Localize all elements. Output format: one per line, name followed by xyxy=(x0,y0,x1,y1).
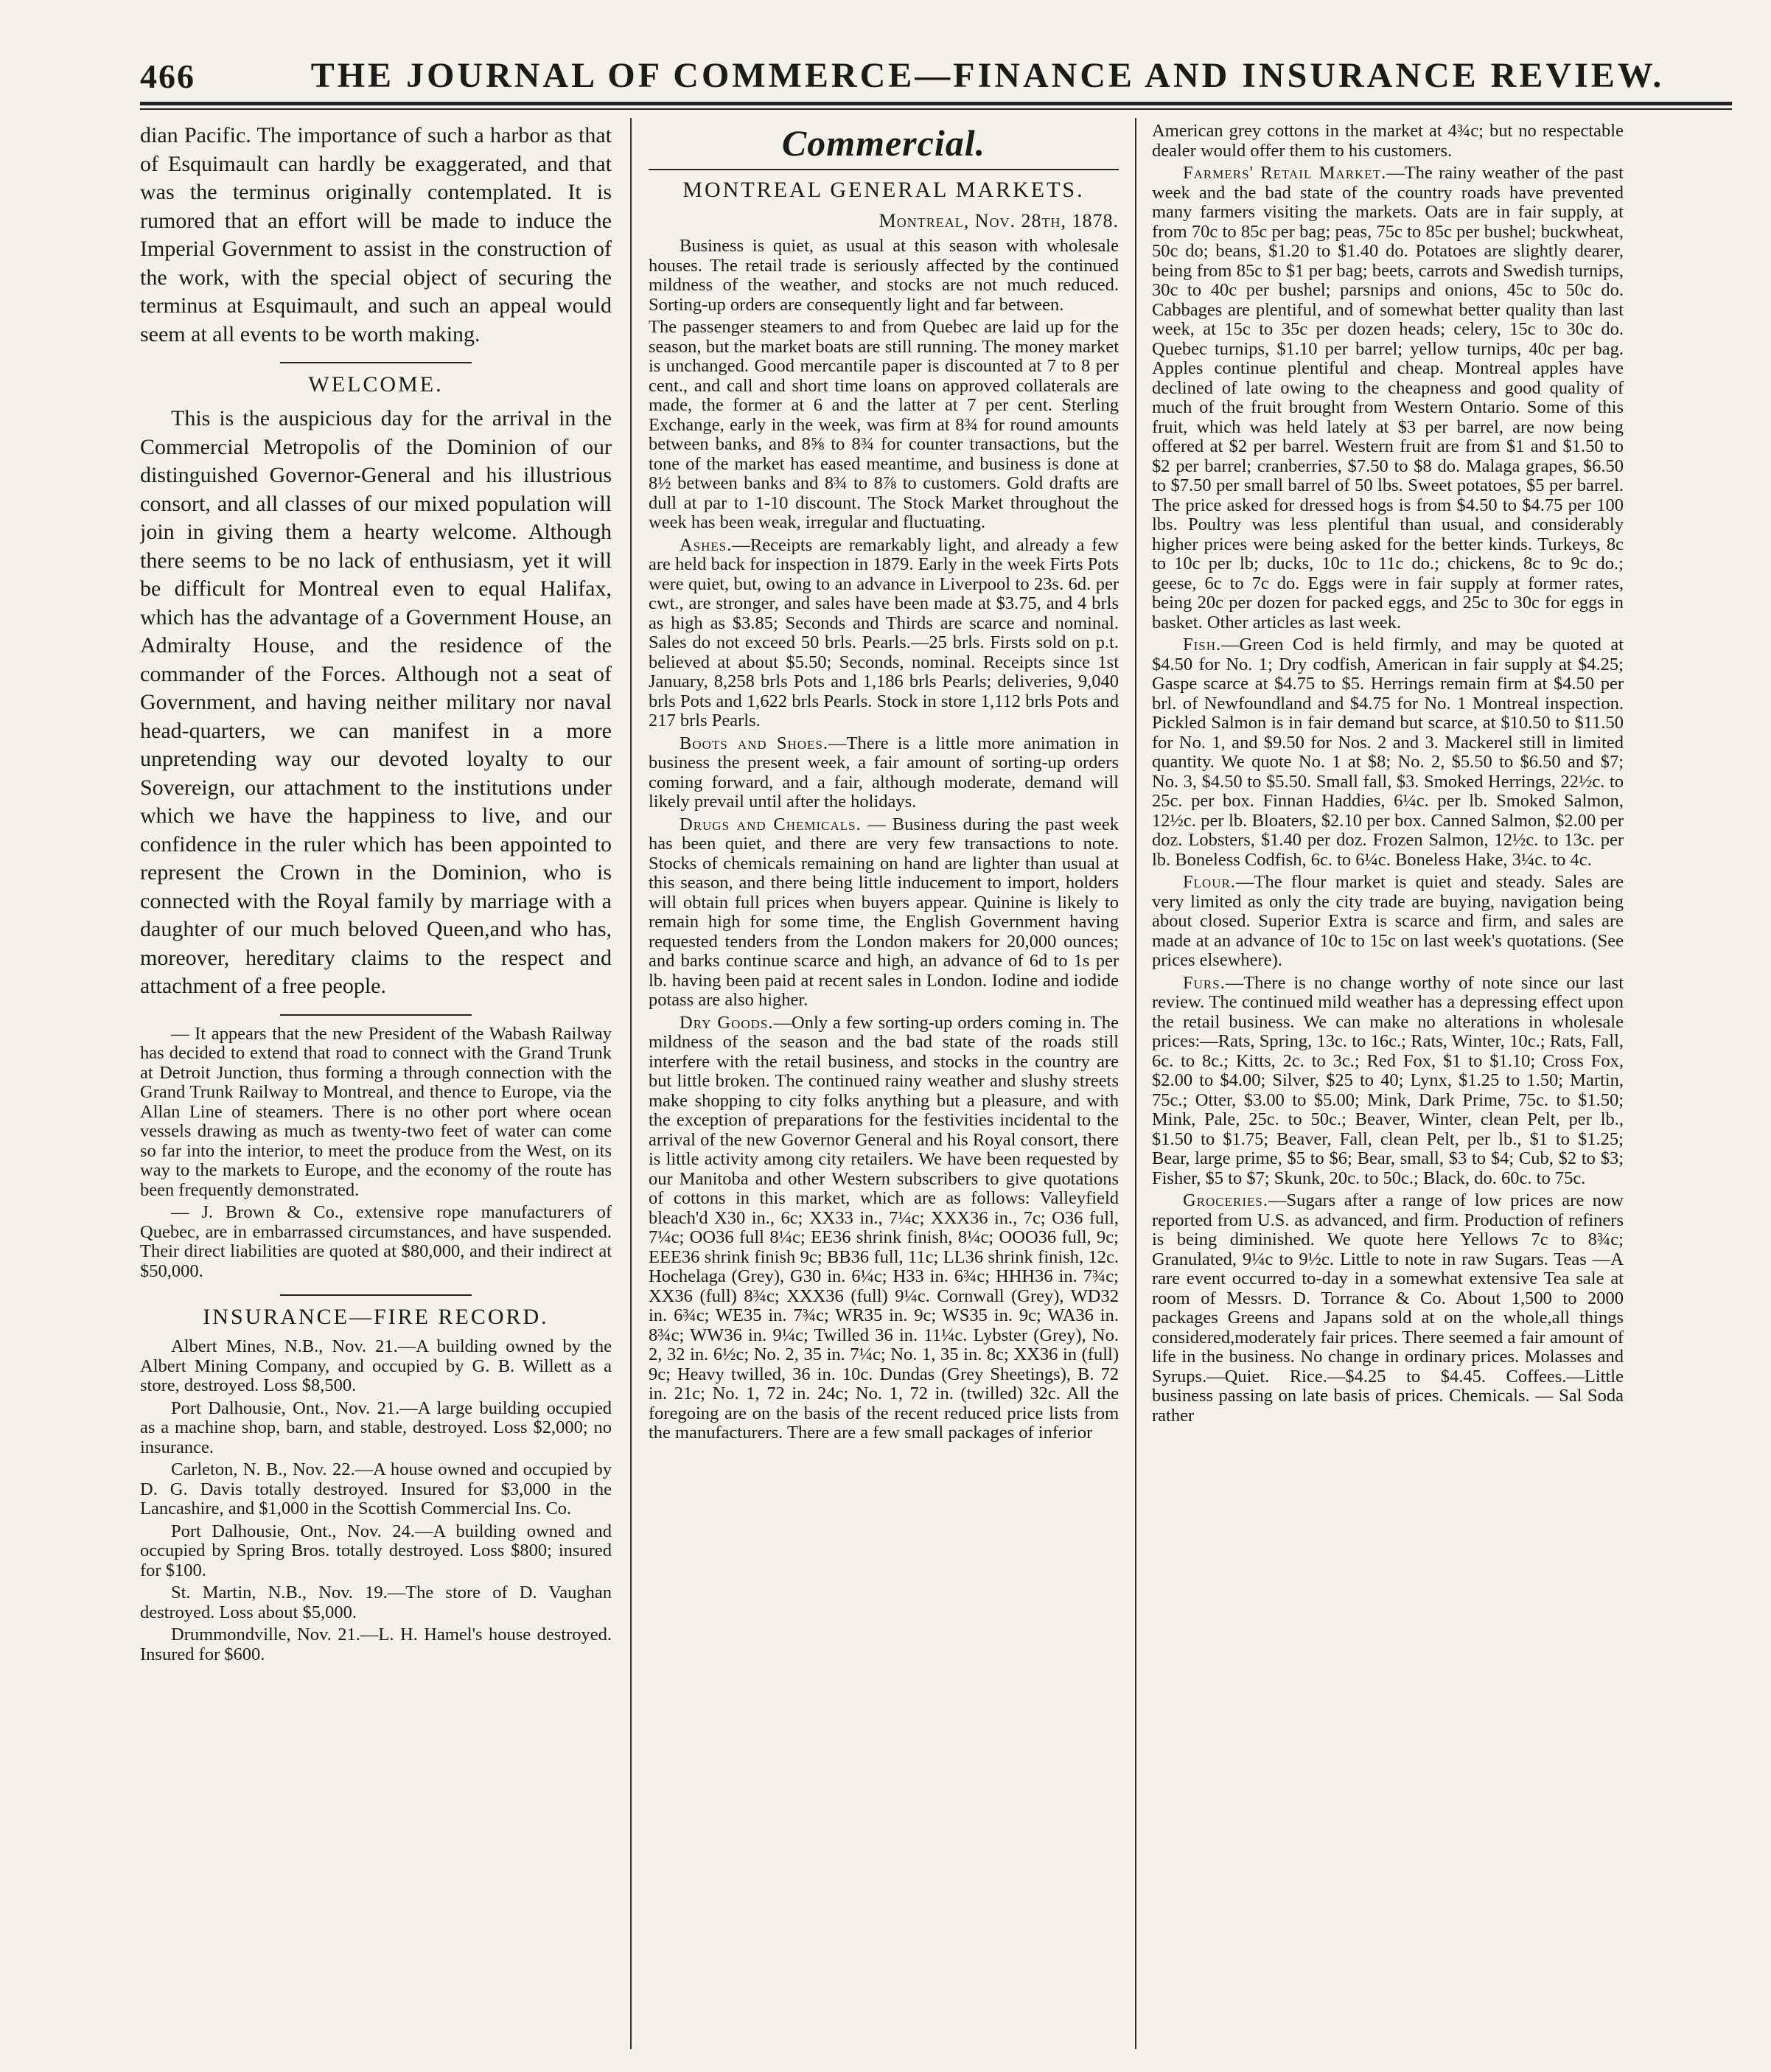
drugs-text: — Business during the past week has been quiet, and there are very few transactions to note. Stocks of chemicals remaining on hand are lighter than usual at this season, and there being little inducement to import, holders will obtain full prices when buyers appear. Quinine is likely to remain high for some time, the English Government having requested tenders from the London makers for 20,000 ounces; and barks continue scarce and high, an advance of 6d to 1s per lb. having been paid at recent sales in London. Iodine and iodide potass are also higher. xyxy=(649,814,1119,1010)
farmers-text: —The rainy weather of the past week and the bad state of the country roads have prevented many farmers visiting the markets. Oats are in fair supply, at from 70c to 85c per bag; peas, 75c to 85c per bushel; buckwheat, 50c do; beans, $1.20 to $1.40 do. Potatoes are slightly dearer, being from 85c to $1 per bag; beets, carrots and Swedish turnips, 30c to 40c per bushel; parsnips and onions, 45c to 50c do. Cabbages are plentiful, and of somewhat better quality than last week, at 15c to 35c per dozen heads; celery, 15c to 30c do. Quebec turnips, $1.10 per barrel; yellow turnips, 40c per bag. Apples continue plentiful and cheap. Montreal apples have declined of late owing to the cheapness and good quality of much of the fruit brought from Western Ontario. Some of this fruit, which was held lately at $3 per barrel, are now being offered at $2 per barrel. Western fruit are from $1 and $1.50 to $2 per barrel; cranberries, $7.50 to $8 do. Malaga grapes, $6.50 to $7.50 per small barrel of 50 lbs. Sweet potatoes, $5 per barrel. The price asked for dressed hogs is from $4.50 to $4.75 per 100 lbs. Poultry was less plentiful than usual, and considerably higher prices were being asked for the better kinds. Turkeys, 8c to 10c per lb; ducks, 10c to 11c do.; chickens, 8c to 9c do.; geese, 6c to 7c do. Eggs were in fair supply at former rates, being 20c per dozen for packed eggs, and 25c to 30c for eggs in basket. Other articles as last week. xyxy=(1152,163,1624,632)
markets-heading: MONTREAL GENERAL MARKETS. xyxy=(682,178,1085,202)
fire-item: St. Martin, N.B., Nov. 19.—The store of D. Vaughan destroyed. Loss about $5,000. xyxy=(140,1583,612,1622)
page-header xyxy=(140,38,1732,96)
fire-item: Port Dalhousie, Ont., Nov. 24.—A building owned and occupied by Spring Bros. totally destroyed. Loss $800; insured for $100. xyxy=(140,1521,612,1580)
groceries-text: —Sugars after a range of low prices are now reported from U.S. as advanced, and firm. Production of refiners is being diminished. We quote here Yellows 7c to 8¾c; Granulated, 9¼c to 9½c. Little to note in raw Sugars. Teas —A rare event occurred to-day in a somewhat extensive Tea sale at room of Messrs. D. Torrance & Co. About 1,500 to 2000 packages Greens and Japans sold at on the whole,all things considered,moderately fair prices. There seemed a fair amount of life in the business. No change in ordinary prices. Molasses and Syrups.—Quiet. Rice.—$4.25 to $4.45. Coffees.—Little business passing on late basis of prices. Chemicals. — Sal Soda rather xyxy=(1152,1190,1624,1426)
fire-item: Carleton, N. B., Nov. 22.—A house owned and occupied by D. G. Davis totally destroyed. Insured for $3,000 in the Lancashire, and $1,000 in the Scottish Commercial Ins. Co. xyxy=(140,1459,612,1518)
dateline: Montreal, Nov. 28th, 1878. xyxy=(878,210,1119,231)
boots-label: Boots and Shoes. xyxy=(680,733,828,753)
column-divider xyxy=(1135,118,1136,2049)
dry-goods-continuation: American grey cottons in the market at 4¾c; but no respectable dealer would offer them to his customers. xyxy=(1152,122,1624,161)
fire-record-heading: INSURANCE—FIRE RECORD. xyxy=(203,1305,549,1329)
fire-item: Port Dalhousie, Ont., Nov. 21.—A large building occupied as a machine shop, barn, and stable, destroyed. Loss $2,000; no insurance. xyxy=(140,1398,612,1457)
header-rule-thin xyxy=(140,108,1732,110)
farmers-label: Farmers' Retail Market. xyxy=(1183,163,1387,183)
section-rule xyxy=(280,362,472,363)
news-note-brown: — J. Brown & Co., extensive rope manufacturers of Quebec, are in embarrassed circumstances, and have suspended. Their direct liabilities are quoted at $80,000, and their indirect at $50,000. xyxy=(140,1202,612,1281)
flour-report xyxy=(1152,873,1624,971)
fire-item: Drummondville, Nov. 21.—L. H. Hamel's house destroyed. Insured for $600. xyxy=(140,1625,612,1664)
fire-item: Albert Mines, N.B., Nov. 21.—A building owned by the Albert Mining Company, and occupied by G. B. Willett as a store, destroyed. Loss $8,500. xyxy=(140,1336,612,1395)
column-right xyxy=(1152,122,1624,2045)
fish-report xyxy=(1152,635,1624,870)
section-rule xyxy=(280,1014,472,1016)
news-note-wabash: — It appears that the new President of the Wabash Railway has decided to extend that road to connect with the Grand Trunk at Detroit Junction, thus forming a through connection with the Grand Trunk Railway to Montreal, and thence to Europe, via the Allan Line of steamers. There is no other port where ocean vessels drawing as much as twenty-two feet of water can come so far into the interior, to meet the produce from the West, on its way to the markets to Europe, and the economy of the route has been frequently demonstrated. xyxy=(140,1023,612,1200)
column-middle xyxy=(649,122,1119,2045)
boots-report xyxy=(649,734,1119,812)
dry-goods-text: —Only a few sorting-up orders coming in. The mildness of the season and the bad state of the roads still interfere with the retail business, and stocks in the country are but little broken. The continued rainy weather and slushy streets make shopping to city folks anything but a pleasure, and with the exception of preparations for the festivities incidental to the arrival of the new Governor General and his Royal consort, there is little activity among city retailers. We have been requested by our Manitoba and other Western subscribers to give quotations of cottons in this market, which are as follows: Valleyfield bleach'd X30 in., 6c; XX33 in., 7¼c; XXX36 in., 7c; O36 full, 7¼c; OO36 full 8¼c; EE36 shrink finish, 8¼c; OOO36 full, 9c; EEE36 shrink finish 9c; BB36 full, 11c; LL36 shrink finish, 12c. Hochelaga (Grey), G30 in. 6¼c; H33 in. 6¾c; HHH36 in. 7¾c; XX36 (full) 8¾c; XXX36 (full) 9¼c. Cornwall (Grey), WD32 in. 6¾c; WE35 in. 7¾c; WR35 in. 9c; WS35 in. 9c; WA36 in. 8¾c; WW36 in. 9¼c; Twilled 36 in. 11¼c. Lybster (Grey), No. 2, 32 in. 6½c; No. 2, 35 in. 7¼c; No. 1, 35 in. 8c; XX36 in (full) 9c; Heavy twilled, 36 in. 10c. Dundas (Grey Sheetings), B. 72 in. 21c; No. 1, 72 in. 24c; No. 1, 72 in. (twilled) 32c. All the foregoing are on the basis of the recent reduced price lists from the manufacturers. There are a few small packages of inferior xyxy=(649,1012,1119,1443)
page-number: 466 xyxy=(140,57,195,95)
column-left xyxy=(140,122,612,2045)
section-rule xyxy=(649,169,1119,170)
farmers-report xyxy=(1152,164,1624,632)
flour-label: Flour. xyxy=(1183,872,1237,892)
fish-label: Fish. xyxy=(1183,635,1222,655)
flour-text: —The flour market is quiet and steady. Sales are very limited as only the city trade are buying, navigation being about closed. Superior Extra is scarce and firm, and sales are made at an advance of 10c to 15c on last week's quotations. (See prices elsewhere). xyxy=(1152,872,1624,970)
groceries-label: Groceries. xyxy=(1183,1190,1268,1210)
dry-goods-label: Dry Goods. xyxy=(680,1012,774,1033)
welcome-article: This is the auspicious day for the arrival in the Commercial Metropolis of the Dominion of our distinguished Governor-General and his illustrious consort, and all classes of our mixed population will join in giving them a hearty welcome. Although there seems to be no lack of enthusiasm, yet it will be difficult for Montreal even to equal Halifax, which has the advantage of a Government House, an Admiralty House, and the residence of the commander of the Forces. Although not a seat of Government, and having neither military nor naval head-quarters, we can manifest in a more unpretending way our devoted loyalty to our Sovereign, our attachment to the institutions under which we have the happiness to live, and our confidence in the ruler which has been appointed to represent the Crown in the Dominion, who is connected with the Royal family by marriage with a daughter of our much beloved Queen,and who has, moreover, hereditary claims to the respect and attachment of a free people. xyxy=(140,406,612,998)
fish-text: —Green Cod is held firmly, and may be quoted at $4.50 for No. 1; Dry codfish, American in fair supply at $4.25; Gaspe scarce at $4.75 to $5. Herrings remain firm at $4.50 per brl. of Newfoundland and $4.75 for No. 1 Montreal inspection. Pickled Salmon is in fair demand but scarce, at $10.50 to $11.50 for No. 1, and $9.50 for Nos. 2 and 3. Mackerel still in limited quantity. We quote No. 1 at $8; No. 2, $5.50 to $6.50 and $7; No. 3, $4.50 to $5.50. Small fall, $3. Smoked Herrings, 22½c. to 25c. per box. Finnan Haddies, 6¼c. per lb. Smoked Salmon, 12½c. per lb. Bloaters, $2.10 per box. Canned Salmon, $2.00 per doz. Lobsters, $1.40 per doz. Frozen Salmon, 12½c. to 13c. per lb. Boneless Codfish, 6c. to 6¼c. Boneless Hake, 3¼c. to 4c. xyxy=(1152,635,1624,870)
furs-label: Furs. xyxy=(1183,972,1226,993)
masthead-title: THE JOURNAL OF COMMERCE—FINANCE AND INSURANCE REVIEW. xyxy=(310,56,1665,95)
column-divider xyxy=(630,118,632,2049)
boots-text: —There is a little more animation in business the present week, a fair amount of sorting-up orders coming forward, and a fair, although moderate, demand will likely prevail until after the holidays. xyxy=(649,733,1119,812)
ashes-label: Ashes. xyxy=(680,534,733,555)
dry-goods-report xyxy=(649,1014,1119,1443)
header-rule xyxy=(140,102,1732,105)
commercial-section-title: Commercial. xyxy=(781,122,986,164)
groceries-report xyxy=(1152,1191,1624,1426)
furs-text: —There is no change worthy of note since our last review. The continued mild weather has a depressing effect upon the retail business. We can make no alterations in wholesale prices:—Rats, Spring, 13c. to 16c.; Rats, Winter, 10c.; Rats, Fall, 6c. to 8c.; Kitts, 2c. to 3c.; Red Fox, $1 to $1.10; Cross Fox, $2.00 to $4.00; Silver, $25 to 40; Lynx, $1.25 to 1.50; Martin, 75c.; Otter, $3.00 to $5.00; Mink, Dark Prime, 75c. to $1.50; Mink, Pale, 25c. to 50c.; Beaver, Winter, clean Pelt, per lb., $1.50 to $1.75; Beaver, Fall, clean Pelt, per lb., $1 to $1.25; Bear, large prime, $5 to $6; Bear, small, $3 to $4; Cub, $2 to $3; Fisher, $5 to $7; Skunk, 20c. to 50c.; Black, do. 60c. to 75c. xyxy=(1152,972,1624,1188)
ashes-text: —Receipts are remarkably light, and already a few are held back for inspection in 1879. Early in the week Firts Pots were quiet, but, owing to an advance in Liverpool to 23s. 6d. per cwt., are stronger, and sales have been made at $3.75, and 4 brls as high as $3.85; Seconds and Thirds are scarce and nominal. Sales do not exceed 50 brls. Pearls.—25 brls. Firsts sold on p.t. believed at about $5.50; Seconds, nominal. Receipts since 1st January, 8,258 brls Pots and 1,186 brls Pearls; deliveries, 9,040 brls Pots and 1,622 brls Pearls. Stock in store 1,112 brls Pots and 217 brls Pearls. xyxy=(649,534,1119,730)
ashes-report xyxy=(649,536,1119,731)
market-summary: Business is quiet, as usual at this season with wholesale houses. The retail trade is seriously affected by the continued mildness of the weather, and stocks are not much reduced. Sorting-up orders are consequently light and far between. xyxy=(649,236,1119,315)
article-continuation: dian Pacific. The importance of such a harbor as that of Esquimault can hardly be exaggerated, and that was the terminus originally contemplated. It is rumored that an effort will be made to induce the Imperial Government to assist in the construction of the work, with the special object of securing the terminus at Esquimault, and such an appeal would seem at all events to be worth making. xyxy=(140,123,612,346)
welcome-heading: WELCOME. xyxy=(308,372,444,397)
money-market: The passenger steamers to and from Quebec are laid up for the season, but the market boats are still running. The money market is unchanged. Good mercantile paper is discounted at 7 to 8 per cent., and call and short time loans on approved collaterals are made, the former at 6 and the latter at 7 per cent. Sterling Exchange, early in the week, was firm at 8¾ for round amounts between banks, and 8⅝ to 8¾ for counter transactions, but the tone of the market has eased meantime, and business is done at 8½ between banks and 8¾ to 8⅞ to customers. Gold drafts are dull at par to 1-10 discount. The Stock Market throughout the week has been weak, irregular and fluctuating. xyxy=(649,317,1119,532)
furs-report xyxy=(1152,974,1624,1189)
drugs-label: Drugs and Chemicals. xyxy=(680,814,862,834)
section-rule xyxy=(280,1294,472,1296)
drugs-report xyxy=(649,815,1119,1011)
